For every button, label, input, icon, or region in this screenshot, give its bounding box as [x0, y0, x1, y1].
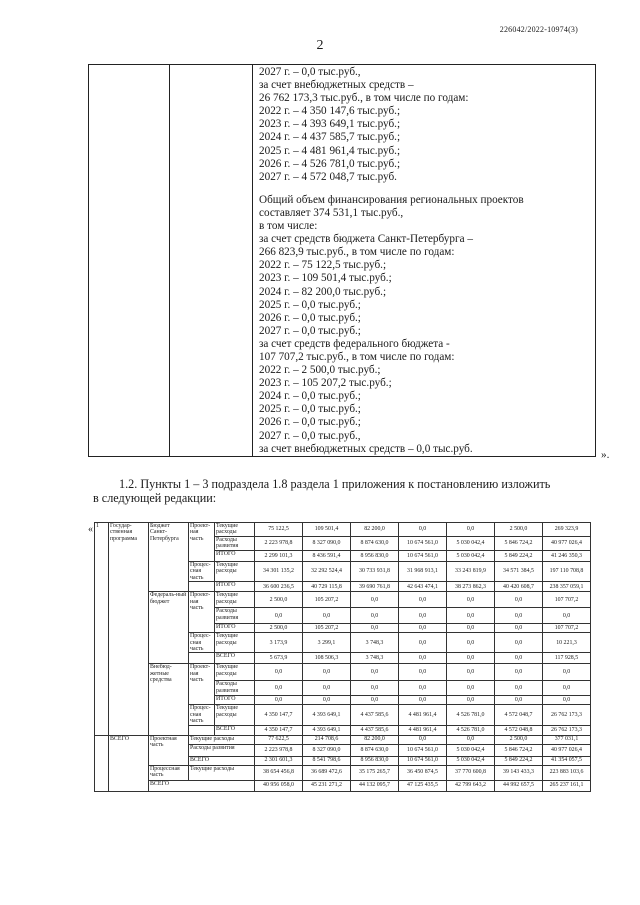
paragraph-line-2: в следующей редакции:: [93, 491, 217, 505]
value-cell: 8 874 630,0: [351, 744, 399, 756]
text-line: 2027 г. – 0,0 тыс.руб.;: [259, 324, 361, 337]
value-cell: 0,0: [399, 608, 447, 624]
value-cell: 0,0: [495, 608, 543, 624]
total-label: ВСЕГО: [109, 735, 149, 791]
expense-label: Текущие расходы: [189, 765, 255, 780]
value-cell: 4 437 585,6: [351, 725, 399, 735]
part-label: Процессная часть: [149, 765, 189, 780]
passport-table: [88, 64, 596, 457]
text-line: в том числе:: [259, 220, 318, 233]
value-cell: 2 500,0: [495, 523, 543, 537]
text-line: 2024 г. – 0,0 тыс.руб.;: [259, 390, 361, 403]
text-line: 2025 г. – 0,0 тыс.руб.;: [259, 298, 361, 311]
value-cell: 47 125 435,5: [399, 780, 447, 791]
expense-label: Текущие расходы: [215, 633, 255, 653]
text-line: 2027 г. – 0,0 тыс.руб.,: [259, 429, 361, 442]
value-cell: 0,0: [543, 696, 591, 705]
empty-cell: [189, 653, 215, 664]
value-cell: 4 526 781,0: [447, 705, 495, 725]
value-cell: 2 500,0: [495, 735, 543, 744]
text-line: за счет внебюджетных средств –: [259, 79, 414, 92]
value-cell: 2 301 601,3: [255, 756, 303, 765]
value-cell: 39 690 761,8: [351, 582, 399, 592]
value-cell: 38 273 862,3: [447, 582, 495, 592]
value-cell: 0,0: [255, 608, 303, 624]
value-cell: 5 030 042,4: [447, 744, 495, 756]
value-cell: 0,0: [399, 523, 447, 537]
expense-label: ВСЕГО: [215, 653, 255, 664]
expense-label: ИТОГО: [215, 696, 255, 705]
passport-text-cell: [253, 65, 596, 457]
empty-cell: [95, 735, 109, 791]
value-cell: 223 883 103,6: [543, 765, 591, 780]
value-cell: 0,0: [495, 592, 543, 608]
text-line: за счет внебюджетных средств – 0,0 тыс.руб.: [259, 442, 473, 455]
value-cell: 4 350 147,7: [255, 725, 303, 735]
value-cell: 40 977 026,4: [543, 537, 591, 551]
value-cell: 8 956 830,0: [351, 551, 399, 562]
value-cell: 214 708,6: [303, 735, 351, 744]
value-cell: 4 481 961,4: [399, 705, 447, 725]
value-cell: 117 928,5: [543, 653, 591, 664]
value-cell: 0,0: [447, 523, 495, 537]
text-line: 2024 г. – 4 437 585,7 тыс.руб.;: [259, 131, 401, 144]
value-cell: 0,0: [351, 696, 399, 705]
value-cell: 0,0: [399, 624, 447, 633]
table-row: [95, 523, 591, 537]
value-cell: 2 223 978,8: [255, 744, 303, 756]
value-cell: 0,0: [399, 592, 447, 608]
value-cell: 4 526 781,0: [447, 725, 495, 735]
text-line: 107 707,2 тыс.руб., в том числе по годам:: [259, 350, 455, 363]
value-cell: 30 733 931,8: [351, 562, 399, 582]
text-line: 266 823,9 тыс.руб., в том числе по годам:: [259, 246, 455, 259]
table-row: [95, 780, 591, 791]
text-line: за счет средств федерального бюджета -: [259, 337, 450, 350]
value-cell: 35 175 265,7: [351, 765, 399, 780]
financing-block-regional-projects: [259, 194, 589, 456]
value-cell: 0,0: [303, 664, 351, 681]
text-line: 2025 г. – 0,0 тыс.руб.;: [259, 403, 361, 416]
expense-label: ИТОГО: [215, 582, 255, 592]
value-cell: 10 221,3: [543, 633, 591, 653]
value-cell: 0,0: [399, 664, 447, 681]
text-line: 2026 г. – 0,0 тыс.руб.;: [259, 416, 361, 429]
value-cell: 0,0: [399, 633, 447, 653]
value-cell: 3 748,3: [351, 633, 399, 653]
passport-empty-cell-1: [89, 65, 170, 457]
value-cell: 5 846 724,2: [495, 537, 543, 551]
text-line: 2027 г. – 4 572 048,7 тыс.руб.: [259, 170, 397, 183]
value-cell: 10 674 561,0: [399, 551, 447, 562]
value-cell: 0,0: [495, 624, 543, 633]
part-label: Проект-ная часть: [189, 592, 215, 633]
value-cell: 82 200,0: [351, 735, 399, 744]
text-line: 2023 г. – 4 393 649,1 тыс.руб.;: [259, 118, 401, 131]
value-cell: 0,0: [399, 681, 447, 696]
value-cell: 36 600 236,5: [255, 582, 303, 592]
value-cell: 10 674 561,0: [399, 537, 447, 551]
expense-label: Расходы развития: [215, 681, 255, 696]
value-cell: 269 323,9: [543, 523, 591, 537]
value-cell: 10 674 561,0: [399, 756, 447, 765]
source-label: Бюджет Санкт-Петербурга: [149, 523, 189, 592]
expense-label: ИТОГО: [215, 551, 255, 562]
value-cell: 5 846 724,2: [495, 744, 543, 756]
value-cell: 107 707,2: [543, 624, 591, 633]
value-cell: 108 506,3: [303, 653, 351, 664]
value-cell: 0,0: [543, 664, 591, 681]
value-cell: 0,0: [447, 681, 495, 696]
value-cell: 3 299,1: [303, 633, 351, 653]
value-cell: 5 849 224,2: [495, 756, 543, 765]
value-cell: 0,0: [351, 608, 399, 624]
table-row: [95, 592, 591, 608]
value-cell: 40 420 608,7: [495, 582, 543, 592]
value-cell: 2 500,0: [255, 624, 303, 633]
value-cell: 0,0: [351, 664, 399, 681]
value-cell: 34 301 135,2: [255, 562, 303, 582]
value-cell: 4 393 649,1: [303, 705, 351, 725]
value-cell: 40 729 115,8: [303, 582, 351, 592]
value-cell: 4 572 048,7: [495, 705, 543, 725]
text-line: 2022 г. – 4 350 147,6 тыс.руб.;: [259, 105, 401, 118]
row-number: 1: [95, 523, 109, 736]
value-cell: 40 977 026,4: [543, 744, 591, 756]
text-line: за счет средств бюджета Санкт-Петербурга –: [259, 233, 473, 246]
value-cell: 0,0: [447, 664, 495, 681]
text-line: 26 762 173,3 тыс.руб., в том числе по годам:: [259, 92, 469, 105]
value-cell: 36 450 874,5: [399, 765, 447, 780]
value-cell: 0,0: [543, 681, 591, 696]
text-line: 2026 г. – 0,0 тыс.руб.;: [259, 311, 361, 324]
value-cell: 40 956 058,0: [255, 780, 303, 791]
page-number: 2: [316, 38, 324, 53]
value-cell: 8 874 630,0: [351, 537, 399, 551]
value-cell: 0,0: [303, 681, 351, 696]
table-row: [95, 765, 591, 780]
value-cell: 265 237 161,1: [543, 780, 591, 791]
value-cell: 0,0: [351, 681, 399, 696]
value-cell: 10 674 561,0: [399, 744, 447, 756]
value-cell: 4 393 649,1: [303, 725, 351, 735]
value-cell: 105 207,2: [303, 624, 351, 633]
source-label: Федераль-ный бюджет: [149, 592, 189, 664]
document-number: 226042/2022-10974(3): [499, 25, 578, 34]
value-cell: 4 350 147,7: [255, 705, 303, 725]
value-cell: 8 327 090,0: [303, 537, 351, 551]
expense-label: Расходы развития: [215, 537, 255, 551]
table-row: [95, 664, 591, 681]
value-cell: 0,0: [447, 653, 495, 664]
value-cell: 0,0: [255, 664, 303, 681]
value-cell: 0,0: [255, 681, 303, 696]
text-line: 2022 г. – 2 500,0 тыс.руб.;: [259, 364, 381, 377]
part-label: Процес-сная часть: [189, 562, 215, 582]
value-cell: 0,0: [303, 696, 351, 705]
text-line: Общий объем финансирования региональных проектов: [259, 193, 524, 206]
expense-label: ВСЕГО: [215, 725, 255, 735]
text-line: 2027 г. – 0,0 тыс.руб.,: [259, 66, 361, 78]
part-label: Процес-сная часть: [189, 705, 215, 725]
text-line: 2024 г. – 82 200,0 тыс.руб.;: [259, 285, 387, 298]
value-cell: 2 299 101,3: [255, 551, 303, 562]
expense-label: Текущие расходы: [215, 664, 255, 681]
value-cell: 0,0: [447, 696, 495, 705]
closing-quote: ».: [601, 449, 610, 461]
value-cell: 0,0: [399, 653, 447, 664]
value-cell: 39 143 433,3: [495, 765, 543, 780]
part-label: Проект-ная часть: [189, 523, 215, 562]
value-cell: 0,0: [303, 608, 351, 624]
value-cell: 0,0: [351, 592, 399, 608]
paragraph-line-1: 1.2. Пункты 1 – 3 подраздела 1.8 раздела 1 приложения к постановлению изложить: [119, 477, 551, 491]
value-cell: 0,0: [447, 592, 495, 608]
value-cell: 8 541 798,6: [303, 756, 351, 765]
expense-label: Расходы развития: [215, 608, 255, 624]
text-line: составляет 374 531,1 тыс.руб.,: [259, 206, 404, 219]
value-cell: 31 968 913,1: [399, 562, 447, 582]
value-cell: 3 173,9: [255, 633, 303, 653]
value-cell: 197 110 708,8: [543, 562, 591, 582]
opening-quote: «: [88, 524, 93, 535]
value-cell: 2 223 978,8: [255, 537, 303, 551]
grand-total-label: ВСЕГО: [149, 780, 255, 791]
value-cell: 4 437 585,6: [351, 705, 399, 725]
text-line: 2023 г. – 109 501,4 тыс.руб.;: [259, 272, 392, 285]
value-cell: 0,0: [447, 608, 495, 624]
value-cell: 5 849 224,2: [495, 551, 543, 562]
value-cell: 377 031,1: [543, 735, 591, 744]
value-cell: 0,0: [399, 696, 447, 705]
value-cell: 0,0: [495, 681, 543, 696]
part-label: Проектная часть: [149, 735, 189, 765]
value-cell: 44 992 657,5: [495, 780, 543, 791]
value-cell: 8 436 591,4: [303, 551, 351, 562]
value-cell: 33 243 819,9: [447, 562, 495, 582]
empty-cell: [189, 582, 215, 592]
value-cell: 238 357 059,1: [543, 582, 591, 592]
expense-label: Расходы развития: [189, 744, 255, 756]
text-line: 2025 г. – 4 481 961,4 тыс.руб.;: [259, 144, 401, 157]
passport-empty-cell-2: [170, 65, 253, 457]
value-cell: 82 200,0: [351, 523, 399, 537]
value-cell: 42 643 474,1: [399, 582, 447, 592]
value-cell: 3 748,3: [351, 653, 399, 664]
value-cell: 38 654 456,8: [255, 765, 303, 780]
text-line: 2026 г. – 4 526 781,0 тыс.руб.;: [259, 157, 401, 170]
financing-block-extrabudgetary: [259, 66, 589, 184]
value-cell: 0,0: [495, 653, 543, 664]
value-cell: 0,0: [447, 735, 495, 744]
expense-label: Текущие расходы: [215, 592, 255, 608]
value-cell: 26 762 173,3: [543, 705, 591, 725]
text-line: 2023 г. – 105 207,2 тыс.руб.;: [259, 377, 392, 390]
value-cell: 0,0: [447, 633, 495, 653]
value-cell: 44 132 095,7: [351, 780, 399, 791]
value-cell: 5 030 042,4: [447, 756, 495, 765]
program-label: Государ-ственная программа: [109, 523, 149, 736]
expense-label: ВСЕГО: [189, 756, 255, 765]
value-cell: 0,0: [255, 696, 303, 705]
value-cell: 75 122,5: [255, 523, 303, 537]
text-line: 2022 г. – 75 122,5 тыс.руб.;: [259, 259, 387, 272]
value-cell: 41 246 350,3: [543, 551, 591, 562]
value-cell: 0,0: [495, 633, 543, 653]
value-cell: 0,0: [351, 624, 399, 633]
expense-label: ИТОГО: [215, 624, 255, 633]
part-label: Проект-ная часть: [189, 664, 215, 705]
value-cell: 34 571 384,5: [495, 562, 543, 582]
value-cell: 5 030 042,4: [447, 537, 495, 551]
value-cell: 0,0: [495, 696, 543, 705]
value-cell: 41 354 057,5: [543, 756, 591, 765]
value-cell: 5 673,9: [255, 653, 303, 664]
financing-table: [94, 522, 591, 792]
value-cell: 4 572 048,8: [495, 725, 543, 735]
part-label: Процес-сная часть: [189, 633, 215, 653]
empty-cell: [189, 725, 215, 735]
value-cell: 37 770 600,8: [447, 765, 495, 780]
value-cell: 4 481 961,4: [399, 725, 447, 735]
value-cell: 77 622,5: [255, 735, 303, 744]
source-label: Внебюд-жетные средства: [149, 664, 189, 735]
value-cell: 45 231 271,2: [303, 780, 351, 791]
expense-label: Текущие расходы: [189, 735, 255, 744]
table-row: [95, 735, 591, 744]
value-cell: 107 707,2: [543, 592, 591, 608]
value-cell: 0,0: [447, 624, 495, 633]
value-cell: 32 292 524,4: [303, 562, 351, 582]
value-cell: 109 501,4: [303, 523, 351, 537]
value-cell: 0,0: [399, 735, 447, 744]
expense-label: Текущие расходы: [215, 705, 255, 725]
value-cell: 0,0: [495, 664, 543, 681]
expense-label: Текущие расходы: [215, 562, 255, 582]
value-cell: 0,0: [543, 608, 591, 624]
value-cell: 42 799 643,2: [447, 780, 495, 791]
amendment-paragraph: [93, 477, 599, 505]
value-cell: 5 030 042,4: [447, 551, 495, 562]
value-cell: 36 689 472,6: [303, 765, 351, 780]
value-cell: 8 956 830,0: [351, 756, 399, 765]
value-cell: 2 500,0: [255, 592, 303, 608]
expense-label: Текущие расходы: [215, 523, 255, 537]
value-cell: 26 762 173,3: [543, 725, 591, 735]
value-cell: 8 327 090,0: [303, 744, 351, 756]
value-cell: 105 207,2: [303, 592, 351, 608]
